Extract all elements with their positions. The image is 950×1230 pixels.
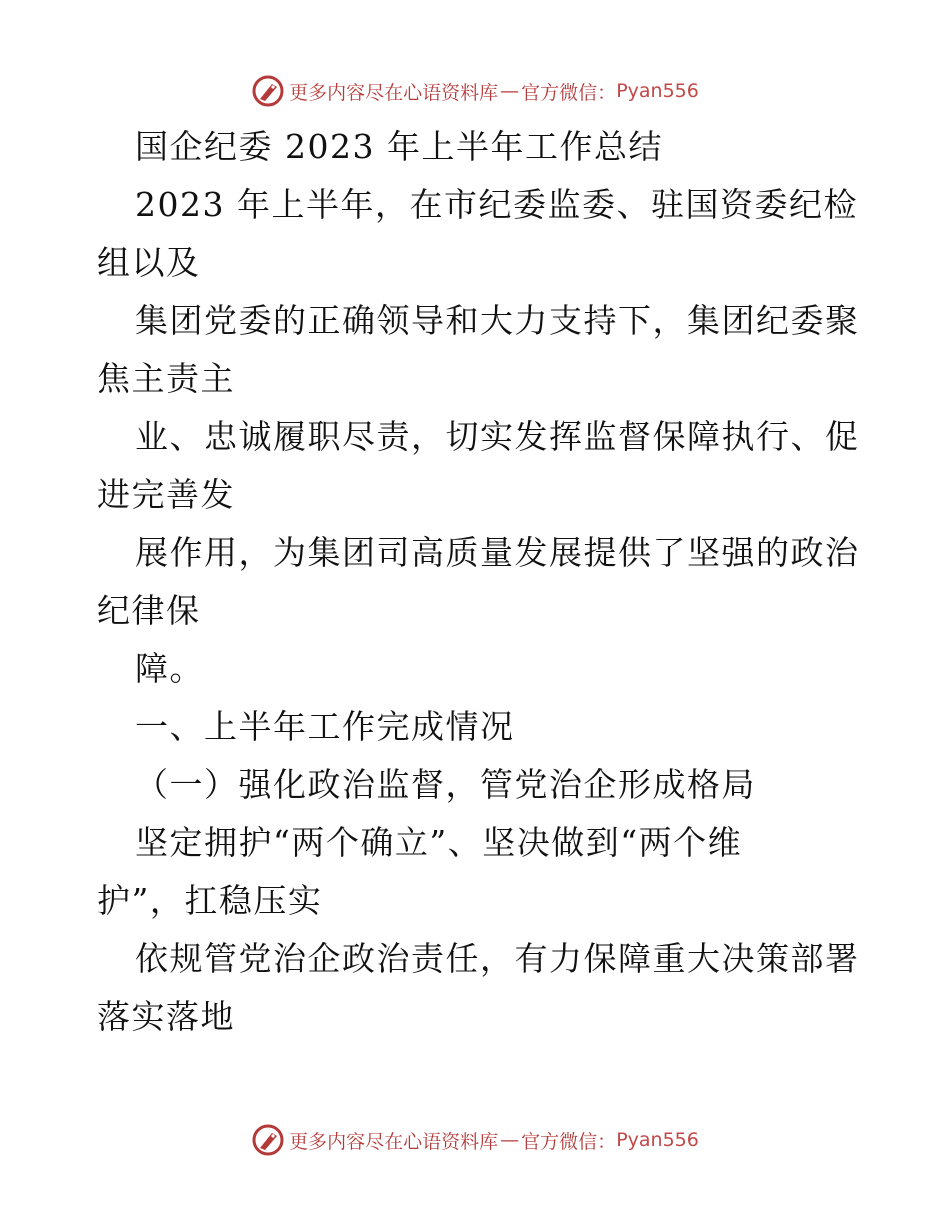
paragraph-line: 障。 — [135, 649, 204, 688]
watermark-separator: — — [500, 1129, 520, 1151]
watermark-wechat-id: Pyan556 — [616, 1129, 699, 1151]
paragraph-line: 2023 年上半年，在市纪委监委、驻国资委纪检 — [135, 185, 858, 224]
paragraph-line: 集团党委的正确领导和大力支持下，集团纪委聚 — [135, 301, 860, 340]
watermark-wechat-label: 官方微信： — [521, 1130, 617, 1153]
pen-nib-logo-icon — [251, 74, 285, 108]
pen-nib-logo-icon — [251, 1123, 285, 1157]
paragraph-line: 坚定拥护“两个确立”、坚决做到“两个维 — [135, 823, 743, 862]
footer-watermark — [0, 1120, 950, 1160]
paragraph-line: 业、忠诚履职尽责，切实发挥监督保障执行、促 — [135, 417, 860, 456]
header-watermark — [0, 71, 950, 111]
paragraph-line: 组以及 — [97, 243, 201, 282]
watermark-wechat-id: Pyan556 — [616, 80, 699, 102]
watermark-text: 更多内容尽在心语资料库 — [289, 1130, 499, 1153]
paragraph-line: 进完善发 — [97, 475, 235, 514]
document-body — [97, 118, 860, 1046]
paragraph-line: 依规管党治企政治责任，有力保障重大决策部署 — [135, 939, 860, 978]
paragraph-line: 落实落地 — [97, 997, 235, 1036]
document-title: 国企纪委 2023 年上半年工作总结 — [135, 127, 663, 166]
paragraph-line: 护”，扛稳压实 — [97, 881, 323, 920]
watermark-text: 更多内容尽在心语资料库 — [289, 81, 499, 104]
subsection-heading: （一）强化政治监督，管党治企形成格局 — [135, 765, 756, 804]
watermark-wechat-label: 官方微信： — [521, 81, 617, 104]
paragraph-line: 展作用，为集团司高质量发展提供了坚强的政治 — [135, 533, 860, 572]
paragraph-line: 焦主责主 — [97, 359, 235, 398]
watermark-separator: — — [500, 80, 520, 102]
section-heading: 一、上半年工作完成情况 — [135, 707, 515, 746]
paragraph-line: 纪律保 — [97, 591, 201, 630]
